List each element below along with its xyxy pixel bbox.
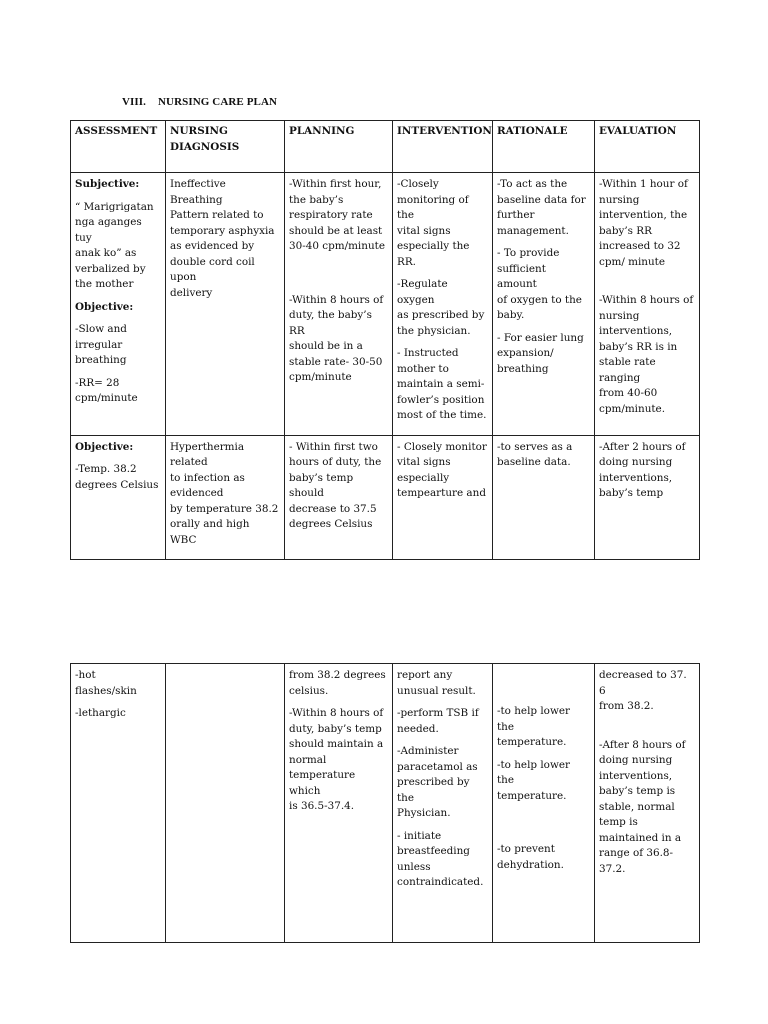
objective-text: -Slow and irregular breathing xyxy=(75,323,127,366)
diagnosis-cell xyxy=(166,664,285,943)
diagnosis-cell xyxy=(166,173,285,436)
evaluation-text: -Within 1 hour of nursing intervention, the baby’s RR increased to 32 cpm/ minute xyxy=(599,178,688,268)
rationale-cell xyxy=(493,435,595,560)
subjective-label: Subjective: xyxy=(75,178,140,190)
header-evaluation: EVALUATION xyxy=(595,121,700,173)
intervention-text: -Administer paracetamol as prescribed by the Physician. xyxy=(397,745,478,819)
objective-label: Objective: xyxy=(75,440,134,453)
header-planning: PLANNING xyxy=(285,121,393,173)
care-plan-table-page2 xyxy=(70,663,700,943)
intervention-cell xyxy=(393,173,493,436)
planning-text: -Within 8 hours of duty, the baby’s RR should be in a stable rate- 30-50 cpm/minute xyxy=(289,293,384,383)
intervention-text: -perform TSB if needed. xyxy=(397,707,479,735)
section-title: NURSING CARE PLAN xyxy=(158,96,278,108)
subjective-text: “ Marigrigatan nga aganges tuy anak ko” as verbalized by the mother xyxy=(75,200,154,290)
evaluation-cell xyxy=(595,435,700,560)
evaluation-cell xyxy=(595,173,700,436)
assessment-cell xyxy=(71,664,166,943)
intervention-cell xyxy=(393,664,493,943)
planning-text: from 38.2 degrees celsius. xyxy=(289,669,386,697)
table-row xyxy=(71,435,700,560)
header-intervention: INTERVENTION xyxy=(393,121,493,173)
assessment-cell xyxy=(71,173,166,436)
planning-text: -Within 8 hours of duty, baby’s temp should maintain a normal temperature which is 36.5-37.4. xyxy=(289,707,384,812)
evaluation-text: -After 2 hours of doing nursing interventions, baby’s temp xyxy=(599,440,686,499)
objective-label: Objective: xyxy=(75,300,134,313)
planning-text: -Within first hour, the baby’s respiratory rate should be at least 30-40 cpm/minute xyxy=(289,178,385,252)
intervention-text: report any unusual result. xyxy=(397,669,476,697)
rationale-text: - To provide sufficient amount of oxygen to the baby. xyxy=(497,247,582,321)
header-rationale: RATIONALE xyxy=(493,121,595,173)
section-number: VIII. xyxy=(122,96,147,108)
rationale-text: -to help lower the temperature. xyxy=(497,758,570,802)
care-plan-table-page1 xyxy=(70,120,700,560)
intervention-text: -Closely monitoring of the vital signs especially the RR. xyxy=(397,178,470,268)
section-heading xyxy=(122,96,277,108)
rationale-text: -to serves as a baseline data. xyxy=(497,440,573,468)
objective-text: -Temp. 38.2 degrees Celsius xyxy=(75,463,159,491)
intervention-text: - Closely monitor vital signs especially tempearture and xyxy=(397,440,487,499)
evaluation-cell xyxy=(595,664,700,943)
rationale-text: - For easier lung expansion/ breathing xyxy=(497,331,584,375)
intervention-text: - initiate breastfeeding unless contraindicated. xyxy=(397,829,484,888)
intervention-text: - Instructed mother to maintain a semi- fowler’s position most of the time. xyxy=(397,347,487,421)
header-nursing-diagnosis: NURSING DIAGNOSIS xyxy=(166,121,285,173)
planning-cell xyxy=(285,173,393,436)
rationale-text: -to prevent dehydration. xyxy=(497,843,564,871)
diagnosis-cell xyxy=(166,435,285,560)
header-assessment: ASSESSMENT xyxy=(71,121,166,173)
planning-cell xyxy=(285,435,393,560)
table-row xyxy=(71,173,700,436)
intervention-cell xyxy=(393,435,493,560)
evaluation-text: -Within 8 hours of nursing interventions, baby’s RR is in stable rate ranging from 40-60 cpm/minute. xyxy=(599,294,694,415)
table-header-row xyxy=(71,121,700,173)
planning-cell xyxy=(285,664,393,943)
rationale-text: -to help lower the temperature. xyxy=(497,705,570,748)
intervention-text: -Regulate oxygen as prescribed by the physician. xyxy=(397,278,485,337)
rationale-text: -To act as the baseline data for further management. xyxy=(497,178,586,237)
assessment-text: -hot flashes/skin xyxy=(75,669,137,697)
diagnosis-text: Ineffective Breathing Pattern related to temporary asphyxia as evidenced by double cord coil upon delivery xyxy=(170,178,275,299)
planning-text: - Within first two hours of duty, the baby’s temp should decrease to 37.5 degrees Celsius xyxy=(289,440,382,530)
rationale-cell xyxy=(493,664,595,943)
evaluation-text: -After 8 hours of doing nursing interventions, baby’s temp is stable, normal temp is maintained in a range of 36.8-37.2. xyxy=(599,738,686,875)
objective-text: -RR= 28 cpm/minute xyxy=(75,376,138,404)
diagnosis-text: Hyperthermia related to infection as evidenced by temperature 38.2 orally and high WBC xyxy=(170,440,279,546)
rationale-cell xyxy=(493,173,595,436)
assessment-text: -lethargic xyxy=(75,707,126,719)
assessment-cell xyxy=(71,435,166,560)
table-row xyxy=(71,664,700,943)
evaluation-text: decreased to 37. 6 from 38.2. xyxy=(599,669,687,712)
